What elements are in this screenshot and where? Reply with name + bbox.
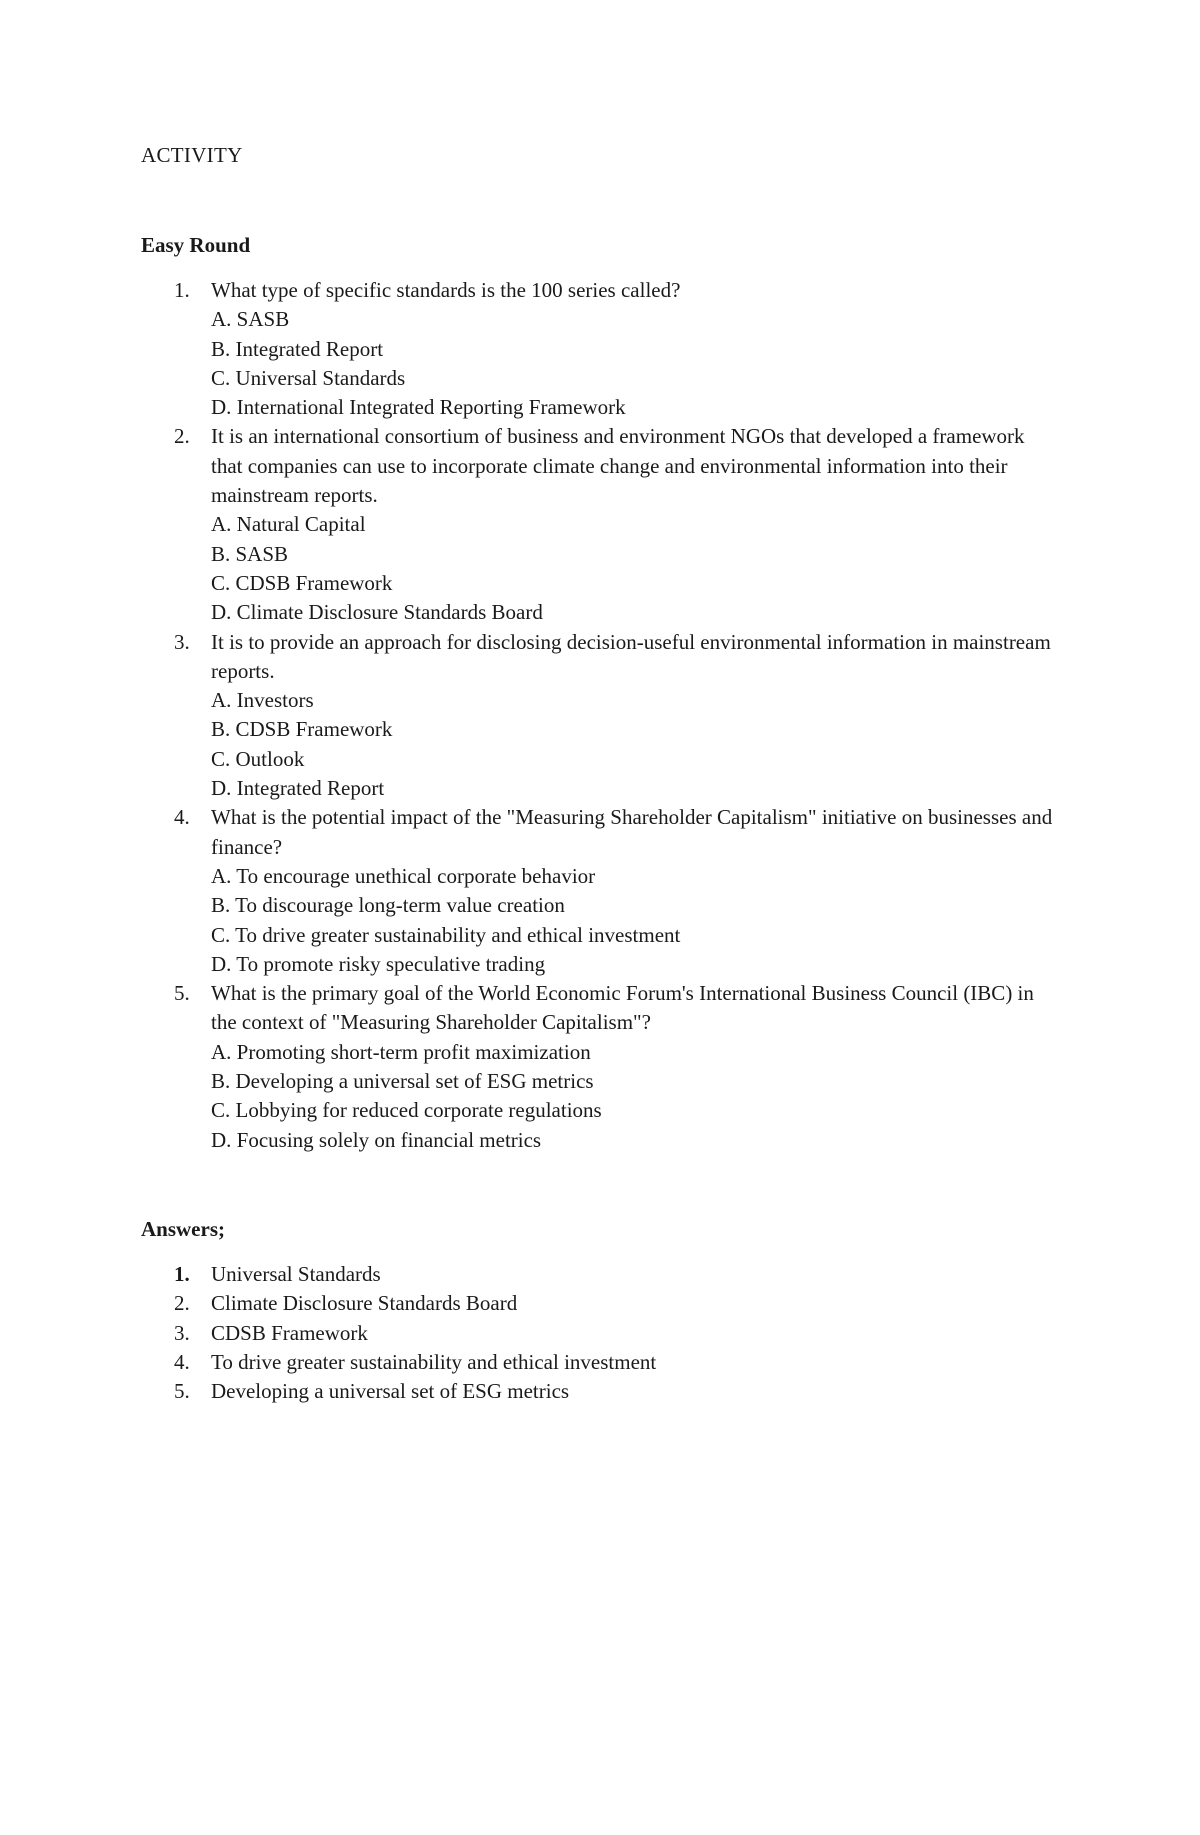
answer-item <box>0 1348 1200 1377</box>
option-c: C. Universal Standards <box>211 365 406 390</box>
answer-text: Universal Standards <box>211 1262 381 1286</box>
question-number: 3. <box>174 629 190 654</box>
option-a: A. Natural Capital <box>211 512 366 537</box>
option-c: C. To drive greater sustainability and ethical investment <box>211 922 681 947</box>
answer-text: Developing a universal set of ESG metrics <box>211 1379 570 1404</box>
answer-text: CDSB Framework <box>211 1320 368 1345</box>
easy-round-heading: Easy Round <box>141 233 251 257</box>
document-title: ACTIVITY <box>141 143 243 167</box>
question-item <box>0 803 1061 979</box>
question-number: 1. <box>174 278 190 302</box>
answer-item <box>0 1319 1200 1348</box>
answer-item <box>0 1289 1200 1318</box>
option-c: C. CDSB Framework <box>211 570 393 595</box>
question-text: It is to provide an approach for disclosing decision-useful environmental information in mainstream reports. <box>211 629 1051 683</box>
option-list <box>211 1038 1061 1155</box>
question-item <box>0 628 1061 804</box>
option-d: D. Climate Disclosure Standards Board <box>211 600 543 625</box>
question-text: What type of specific standards is the 100 series called? <box>211 278 681 302</box>
question-number: 5. <box>174 981 190 1006</box>
question-item <box>0 276 1061 422</box>
option-list <box>211 686 1061 803</box>
answers-heading: Answers; <box>141 1217 225 1241</box>
option-d: D. International Integrated Reporting Framework <box>211 395 626 420</box>
option-b: B. CDSB Framework <box>211 717 393 742</box>
option-list <box>211 510 1061 627</box>
option-b: B. SASB <box>211 541 289 566</box>
option-a: A. Promoting short-term profit maximization <box>211 1039 591 1064</box>
option-a: A. SASB <box>211 307 290 332</box>
question-number: 2. <box>174 424 190 449</box>
option-list <box>211 305 1061 422</box>
answer-item <box>0 1260 1200 1289</box>
option-d: D. Focusing solely on financial metrics <box>211 1127 542 1152</box>
option-list <box>211 862 1061 979</box>
answer-list <box>0 1260 1200 1406</box>
answer-text: Climate Disclosure Standards Board <box>211 1291 518 1316</box>
question-text: What is the potential impact of the "Measuring Shareholder Capitalism" initiative on businesses and finance? <box>211 805 1053 859</box>
answer-number: 4. <box>174 1349 190 1374</box>
question-text: What is the primary goal of the World Economic Forum's International Business Council (IBC) in the context of "Measuring Shareholder Capitalism"? <box>211 981 1034 1035</box>
question-item <box>0 979 1061 1155</box>
question-item <box>0 422 1061 627</box>
option-b: B. Integrated Report <box>211 336 384 361</box>
answer-number: 2. <box>174 1291 190 1316</box>
option-c: C. Lobbying for reduced corporate regulations <box>211 1098 602 1123</box>
option-c: C. Outlook <box>211 746 305 771</box>
answer-number: 3. <box>174 1320 190 1345</box>
option-b: B. To discourage long-term value creation <box>211 893 565 918</box>
option-b: B. Developing a universal set of ESG metrics <box>211 1069 594 1094</box>
option-d: D. Integrated Report <box>211 776 385 801</box>
option-a: A. Investors <box>211 688 314 713</box>
answer-number: 5. <box>174 1379 190 1404</box>
answer-item <box>0 1377 1200 1406</box>
question-list <box>0 276 1200 1155</box>
option-a: A. To encourage unethical corporate behavior <box>211 863 596 888</box>
question-text: It is an international consortium of business and environment NGOs that developed a framework that companies can use to incorporate climate change and environmental information into their mainstream reports. <box>211 424 1025 508</box>
question-number: 4. <box>174 805 190 830</box>
answer-text: To drive greater sustainability and ethical investment <box>211 1349 657 1374</box>
answer-number: 1. <box>174 1262 190 1286</box>
option-d: D. To promote risky speculative trading <box>211 951 546 976</box>
